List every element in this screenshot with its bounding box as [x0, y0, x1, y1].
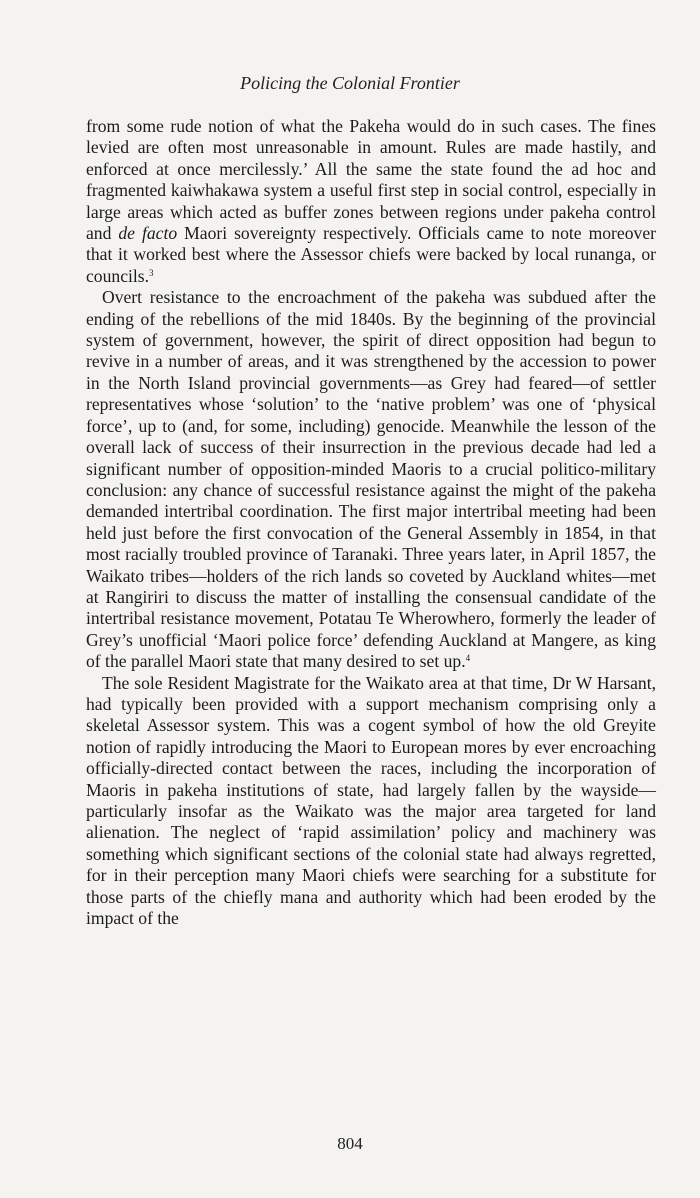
footnote-ref-4: 4 — [465, 653, 471, 664]
page-number: 804 — [337, 1134, 363, 1153]
footnote-ref-3: 3 — [149, 267, 154, 278]
paragraph-1 — [86, 116, 656, 287]
paragraph-3 — [86, 673, 656, 930]
paragraph-3-text: The sole Resident Magistrate for the Waikato area at that time, Dr W Harsant, had typically been provided with a support mechanism comprising only a skeletal Assessor system. This was a cogent symbol of how the old Greyite notion of rapidly introducing the Maori to European mores by ever encroaching officially-directed contact between the races, including the incorporation of Maoris in pakeha institutions of state, had largely fallen by the wayside—particularly insofar as the Waikato was the major area targeted for land alienation. The neglect of ‘rapid assimilation’ policy and machinery was something which significant sections of the colonial state had always regretted, for in their perception many Maori chiefs were searching for a substitute for those parts of the chiefly mana and authority which had been eroded by the impact of the — [86, 672, 656, 929]
paragraph-1-text-b: Maori sovereignty respectively. Officials came to note moreover that it worked best where the Assessor chiefs were backed by local runanga, or councils. — [86, 223, 656, 286]
paragraph-1-text-a: from some rude notion of what the Pakeha would do in such cases. The fines levied are often most unreasonable in amount. Rules are made hastily, and enforced at once mercilessly.’ All the same the state found the ad hoc and fragmented kaiwhakawa system a useful first step in social control, especially in large areas which acted as buffer zones between regions under pakeha control and — [86, 116, 656, 244]
body-text — [86, 116, 656, 929]
paragraph-2-text: Overt resistance to the encroachment of the pakeha was subdued after the ending of the rebellions of the mid 1840s. By the beginning of the provincial system of government, however, the spirit of direct opposition had begun to revive in a number of areas, and it was strengthened by the accession to power in the North Island provincial governments—as Grey had feared—of settler representatives whose ‘solution’ to the ‘native problem’ was one of ‘physical force’, up to (and, for some, including) genocide. Meanwhile the lesson of the overall lack of success of their insurrection in the previous decade had led a significant number of opposition-minded Maoris to a crucial politico-military conclusion: any chance of successful resistance against the might of the pakeha demanded intertribal coordination. The first major intertribal meeting had been held just before the first convocation of the General Assembly in 1854, in that most racially troubled province of Taranaki. Three years later, in April 1857, the Waikato tribes—holders of the rich lands so coveted by Auckland whites—met at Rangiriri to discuss the matter of installing the consensual candidate of the intertribal resistance movement, Potatau Te Wherowhero, formerly the leader of Grey’s unofficial ‘Maori police force’ defending Auckland at Mangere, as king of the parallel Maori state that many desired to set up. — [86, 287, 656, 672]
running-head: Policing the Colonial Frontier — [240, 73, 460, 93]
paragraph-1-italic: de facto — [118, 223, 178, 244]
paragraph-2 — [86, 287, 656, 672]
